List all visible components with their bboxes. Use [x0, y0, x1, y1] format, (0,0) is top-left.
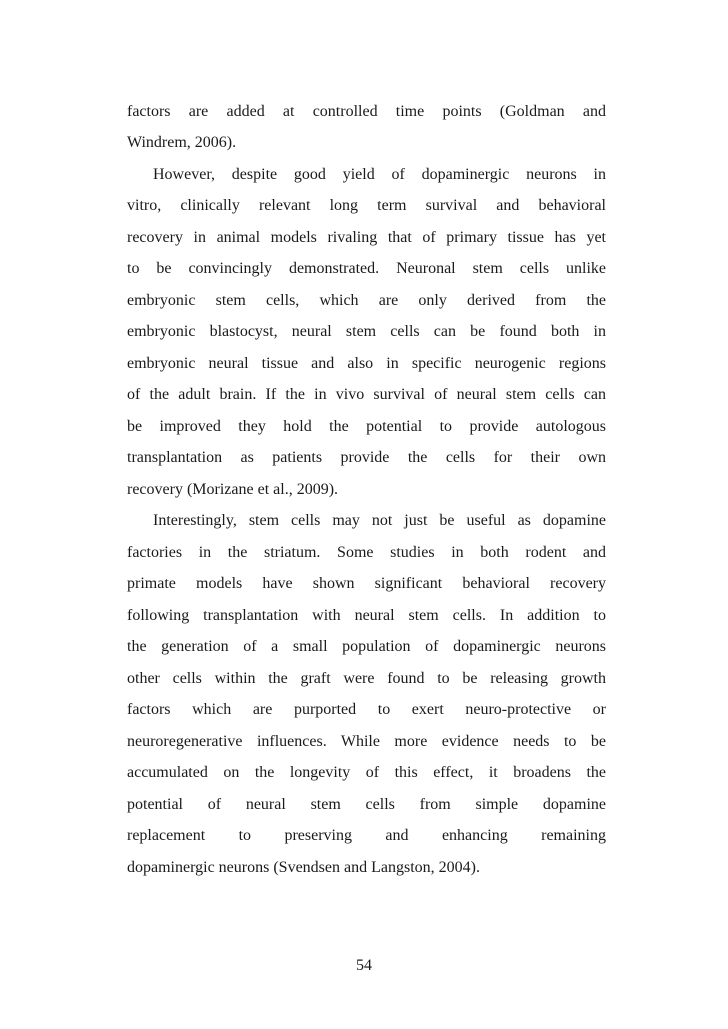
text-line-3: However, despite good yield of dopaminergic neurons in [153, 166, 606, 183]
text-line-13: recovery (Morizane et al., 2009). [127, 481, 339, 498]
text-line-24: replacement to preserving and enhancing remaining [127, 827, 606, 844]
text-line-17: following transplantation with neural stem cells. In addition to [127, 607, 606, 624]
text-line-4: vitro, clinically relevant long term survival and behavioral [127, 197, 606, 214]
page-number: 54 [356, 957, 372, 974]
text-line-8: embryonic blastocyst, neural stem cells can be found both in [127, 323, 606, 340]
text-line-9: embryonic neural tissue and also in specific neurogenic regions [127, 355, 606, 372]
text-line-19: other cells within the graft were found to be releasing growth [127, 670, 606, 687]
text-line-20: factors which are purported to exert neuro-protective or [127, 701, 606, 718]
text-line-7: embryonic stem cells, which are only derived from the [127, 292, 606, 309]
text-line-11: be improved they hold the potential to provide autologous [127, 418, 606, 435]
text-line-23: potential of neural stem cells from simple dopamine [127, 796, 606, 813]
text-line-18: the generation of a small population of dopaminergic neurons [127, 638, 606, 655]
text-line-2: Windrem, 2006). [127, 134, 237, 151]
text-line-10: of the adult brain. If the in vivo survival of neural stem cells can [127, 386, 606, 403]
text-line-21: neuroregenerative influences. While more evidence needs to be [127, 733, 606, 750]
text-line-14: Interestingly, stem cells may not just be useful as dopamine [153, 512, 606, 529]
text-line-1: factors are added at controlled time points (Goldman and [127, 103, 606, 120]
text-line-5: recovery in animal models rivaling that of primary tissue has yet [127, 229, 606, 246]
text-line-22: accumulated on the longevity of this effect, it broadens the [127, 764, 606, 781]
text-line-25: dopaminergic neurons (Svendsen and Langston, 2004). [127, 859, 480, 876]
text-line-12: transplantation as patients provide the cells for their own [127, 449, 606, 466]
text-line-16: primate models have shown significant behavioral recovery [127, 575, 606, 592]
text-line-6: to be convincingly demonstrated. Neuronal stem cells unlike [127, 260, 606, 277]
text-line-15: factories in the striatum. Some studies in both rodent and [127, 544, 606, 561]
